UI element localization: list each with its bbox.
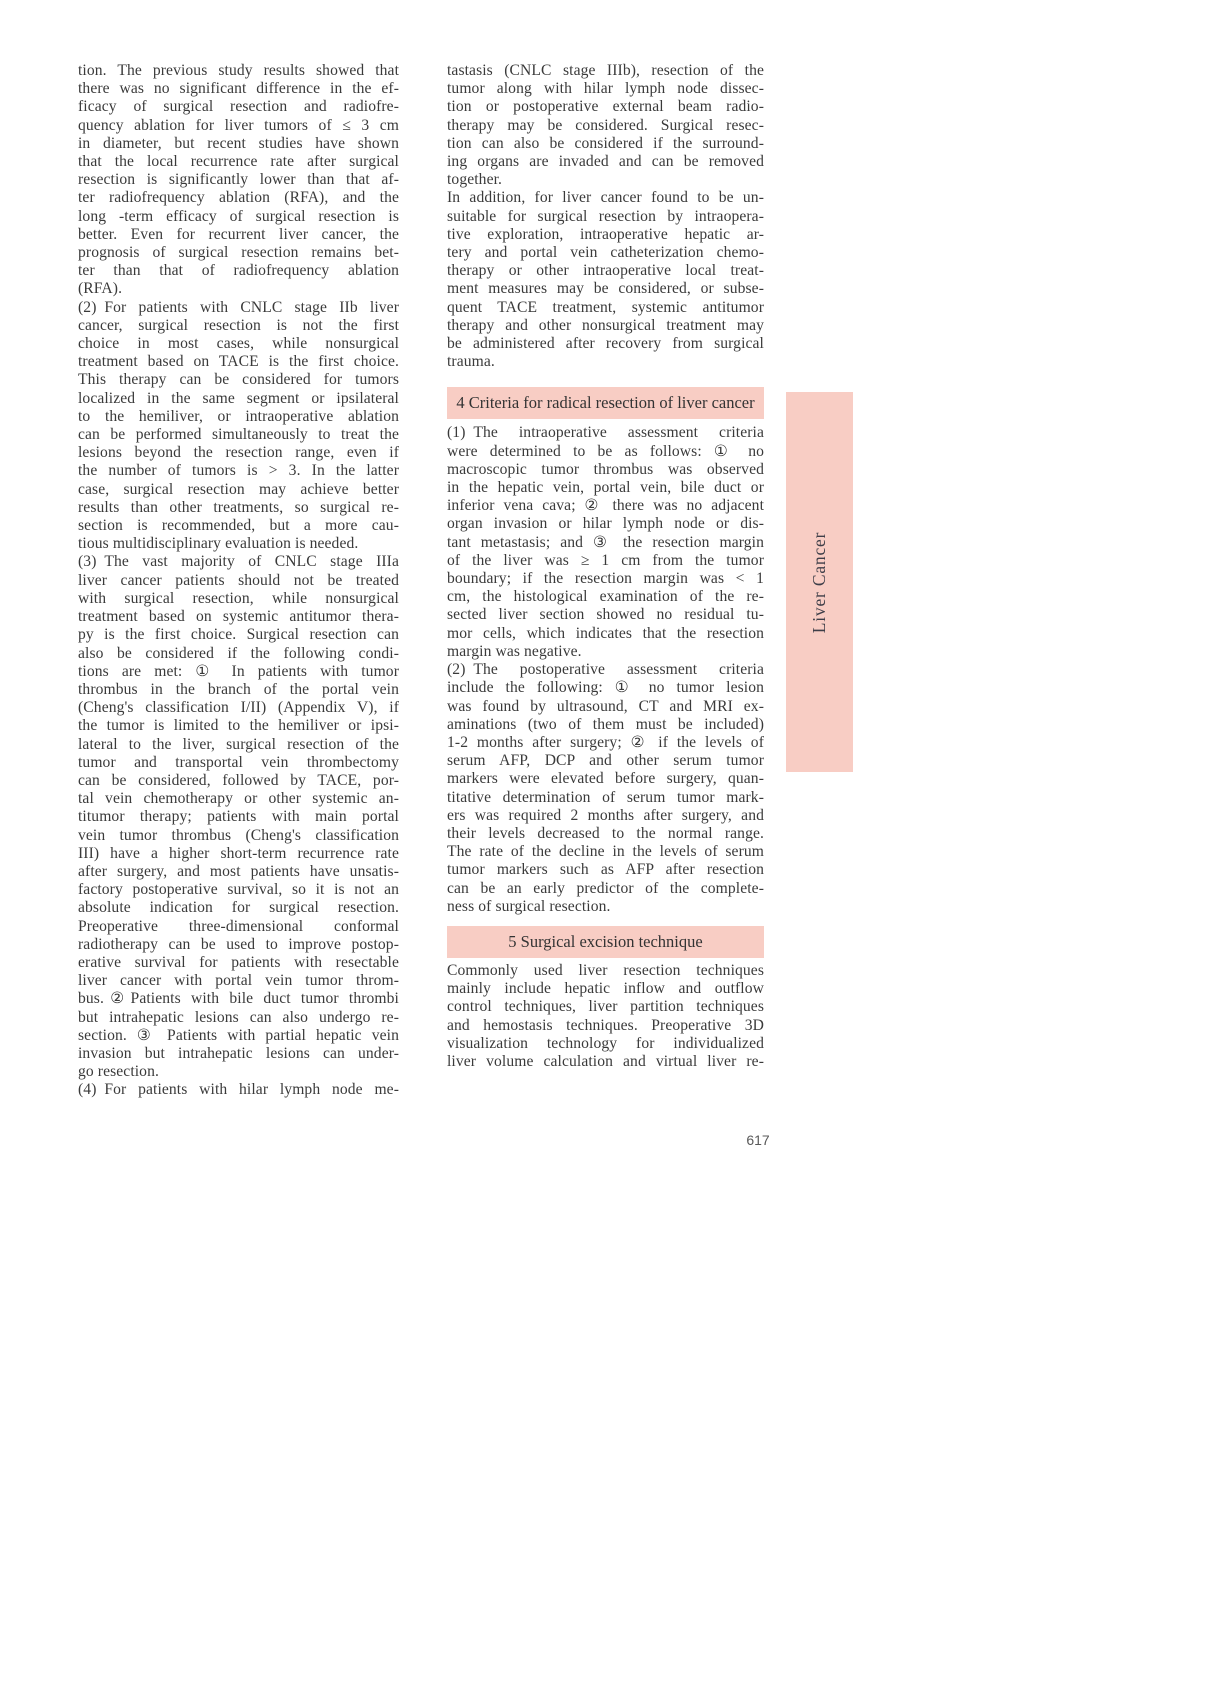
- text-line: better. Even for recurrent liver cancer, the: [78, 225, 399, 243]
- text-line: trauma.: [447, 353, 495, 371]
- side-tab-label: Liver Cancer: [809, 531, 829, 633]
- text-line: be administered after recovery from surgical: [447, 335, 764, 353]
- text-line: tion can also be considered if the surround-: [447, 134, 764, 152]
- text-line: but intrahepatic lesions can also undergo re-: [78, 1008, 399, 1026]
- text-line: therapy and other nonsurgical treatment may: [447, 316, 764, 334]
- text-line: in diameter, but recent studies have shown: [78, 134, 399, 152]
- text-line: markers were elevated before surgery, quan-: [447, 770, 764, 788]
- text-line: cancer, surgical resection is not the first: [78, 316, 399, 334]
- right-text-column: [447, 62, 764, 1071]
- text-line: visualization technology for individualized: [447, 1034, 764, 1052]
- text-line: after surgery, and most patients have unsatis-: [78, 862, 399, 880]
- text-line: py is the first choice. Surgical resection can: [78, 626, 399, 644]
- text-line: thrombus in the branch of the portal vein: [78, 680, 399, 698]
- text-line: tion or postoperative external beam radio-: [447, 98, 764, 116]
- text-line: vein tumor thrombus (Cheng's classification: [78, 826, 399, 844]
- text-line: lesions beyond the resection range, even if: [78, 444, 399, 462]
- text-line: This therapy can be considered for tumors: [78, 371, 399, 389]
- text-line: ter than that of radiofrequency ablation: [78, 262, 399, 280]
- text-line: tastasis (CNLC stage IIIb), resection of the: [447, 62, 764, 79]
- text-line: therapy may be considered. Surgical resec-: [447, 116, 764, 134]
- text-line: quent TACE treatment, systemic antitumor: [447, 298, 764, 316]
- text-line: tions are met: ① In patients with tumor: [78, 662, 399, 680]
- text-line: of the liver was ≥ 1 cm from the tumor: [447, 551, 764, 569]
- text-line: erative survival for patients with resectable: [78, 953, 399, 971]
- text-line: (Cheng's classification I/II) (Appendix V), if: [78, 699, 399, 717]
- text-line: was found by ultrasound, CT and MRI ex-: [447, 697, 764, 715]
- text-line: margin was negative.: [447, 642, 582, 660]
- text-line: tumor markers such as AFP after resection: [447, 861, 764, 879]
- text-line: tive exploration, intraoperative hepatic ar-: [447, 225, 764, 243]
- text-line: case, surgical resection may achieve better: [78, 480, 399, 498]
- text-line: can be considered, followed by TACE, por-: [78, 771, 399, 789]
- text-line: (2) The postoperative assessment criteria: [447, 661, 764, 679]
- text-line: and hemostasis techniques. Preoperative 3D: [447, 1016, 764, 1034]
- text-line: cm, the histological examination of the re-: [447, 588, 764, 606]
- text-line: tery and portal vein catheterization chemo-: [447, 244, 764, 262]
- text-line: long -term efficacy of surgical resection is: [78, 207, 399, 225]
- text-line: tion. The previous study results showed that: [78, 62, 399, 79]
- text-line: treatment based on TACE is the first choice.: [78, 353, 399, 371]
- text-line: (RFA).: [78, 280, 123, 298]
- side-tab: [786, 392, 853, 772]
- text-line: ers was required 2 months after surgery, and: [447, 806, 764, 824]
- text-line: tious multidisciplinary evaluation is needed.: [78, 535, 359, 553]
- text-line: ing organs are invaded and can be removed: [447, 153, 764, 171]
- text-line: liver volume calculation and virtual liver re-: [447, 1052, 764, 1070]
- text-line: suitable for surgical resection by intraopera-: [447, 207, 764, 225]
- text-line: tant metastasis; and ③ the resection margin: [447, 533, 764, 551]
- text-line: ment measures may be considered, or subse-: [447, 280, 764, 298]
- text-line: therapy or other intraoperative local treat-: [447, 262, 764, 280]
- text-line: organ invasion or hilar lymph node or dis-: [447, 515, 764, 533]
- text-line: the tumor is limited to the hemiliver or ipsi-: [78, 717, 399, 735]
- text-line: factory postoperative survival, so it is not an: [78, 881, 399, 899]
- text-line: Commonly used liver resection techniques: [447, 961, 764, 979]
- text-line: to the hemiliver, or intraoperative ablation: [78, 407, 399, 425]
- text-line: go resection.: [78, 1063, 159, 1081]
- text-line: can be an early predictor of the complete-: [447, 879, 764, 897]
- text-line: The rate of the decline in the levels of serum: [447, 843, 764, 861]
- text-line: titumor therapy; patients with main portal: [78, 808, 399, 826]
- text-line: absolute indication for surgical resection.: [78, 899, 399, 917]
- text-line: macroscopic tumor thrombus was observed: [447, 460, 764, 478]
- text-line: liver cancer with portal vein tumor throm-: [78, 972, 399, 990]
- text-line: bus.②Patients with bile duct tumor thrombi: [78, 990, 399, 1008]
- text-line: lateral to the liver, surgical resection of the: [78, 735, 399, 753]
- text-line: tumor and transportal vein thrombectomy: [78, 753, 399, 771]
- text-line: the number of tumors is > 3. In the latter: [78, 462, 399, 480]
- text-line: tumor along with hilar lymph node dissec-: [447, 80, 764, 98]
- text-line: 1-2 months after surgery; ② if the levels of: [447, 733, 764, 751]
- text-line: (1) The intraoperative assessment criteria: [447, 424, 764, 442]
- text-line: section is recommended, but a more cau-: [78, 517, 399, 535]
- text-line: titative determination of serum tumor mark-: [447, 788, 764, 806]
- left-text-column: [78, 62, 399, 1100]
- text-line: with surgical resection, while nonsurgical: [78, 589, 399, 607]
- text-line: ness of surgical resection.: [447, 897, 611, 915]
- text-line: invasion but intrahepatic lesions can under-: [78, 1044, 399, 1062]
- section-header: 4 Criteria for radical resection of liver cancer: [447, 387, 764, 419]
- text-line: localized in the same segment or ipsilateral: [78, 389, 399, 407]
- text-line: boundary; if the resection margin was < 1: [447, 570, 764, 588]
- text-line: tal vein chemotherapy or other systemic an-: [78, 790, 399, 808]
- text-line: results than other treatments, so surgical re-: [78, 498, 399, 516]
- text-line: control techniques, liver partition techniques: [447, 998, 764, 1016]
- text-line: (3) The vast majority of CNLC stage IIIa: [78, 553, 399, 571]
- text-line: also be considered if the following condi-: [78, 644, 399, 662]
- text-line: aminations (two of them must be included): [447, 715, 764, 733]
- text-line: their levels decreased to the normal range.: [447, 824, 764, 842]
- text-line: section. ③ Patients with partial hepatic vein: [78, 1026, 399, 1044]
- text-line: mor cells, which indicates that the resection: [447, 624, 764, 642]
- text-line: In addition, for liver cancer found to be un-: [447, 189, 764, 207]
- text-line: serum AFP, DCP and other serum tumor: [447, 752, 764, 770]
- text-line: that the local recurrence rate after surgical: [78, 153, 399, 171]
- text-line: ficacy of surgical resection and radiofre-: [78, 98, 399, 116]
- text-line: include the following: ① no tumor lesion: [447, 679, 764, 697]
- text-line: resection is significantly lower than that af-: [78, 171, 399, 189]
- text-line: inferior vena cava; ② there was no adjacent: [447, 497, 764, 515]
- text-line: choice in most cases, while nonsurgical: [78, 335, 399, 353]
- text-line: liver cancer patients should not be treated: [78, 571, 399, 589]
- text-line: radiotherapy can be used to improve postop-: [78, 935, 399, 953]
- text-line: ter radiofrequency ablation (RFA), and the: [78, 189, 399, 207]
- text-line: III) have a higher short-term recurrence rate: [78, 844, 399, 862]
- text-line: sected liver section showed no residual tu-: [447, 606, 764, 624]
- text-line: together.: [447, 171, 503, 189]
- text-line: quency ablation for liver tumors of ≤ 3 cm: [78, 116, 399, 134]
- text-line: treatment based on systemic antitumor thera-: [78, 608, 399, 626]
- text-line: in the hepatic vein, portal vein, bile duct or: [447, 479, 764, 497]
- text-line: Preoperative three-dimensional conformal: [78, 917, 399, 935]
- text-line: were determined to be as follows: ① no: [447, 442, 764, 460]
- text-line: prognosis of surgical resection remains bet-: [78, 244, 399, 262]
- text-line: can be performed simultaneously to treat the: [78, 426, 399, 444]
- text-line: mainly include hepatic inflow and outflow: [447, 980, 764, 998]
- page-number: 617: [746, 1132, 770, 1148]
- text-line: (4) For patients with hilar lymph node me-: [78, 1081, 399, 1099]
- text-line: (2) For patients with CNLC stage IIb liver: [78, 298, 399, 316]
- text-line: there was no significant difference in the ef-: [78, 80, 399, 98]
- section-header: 5 Surgical excision technique: [447, 926, 764, 958]
